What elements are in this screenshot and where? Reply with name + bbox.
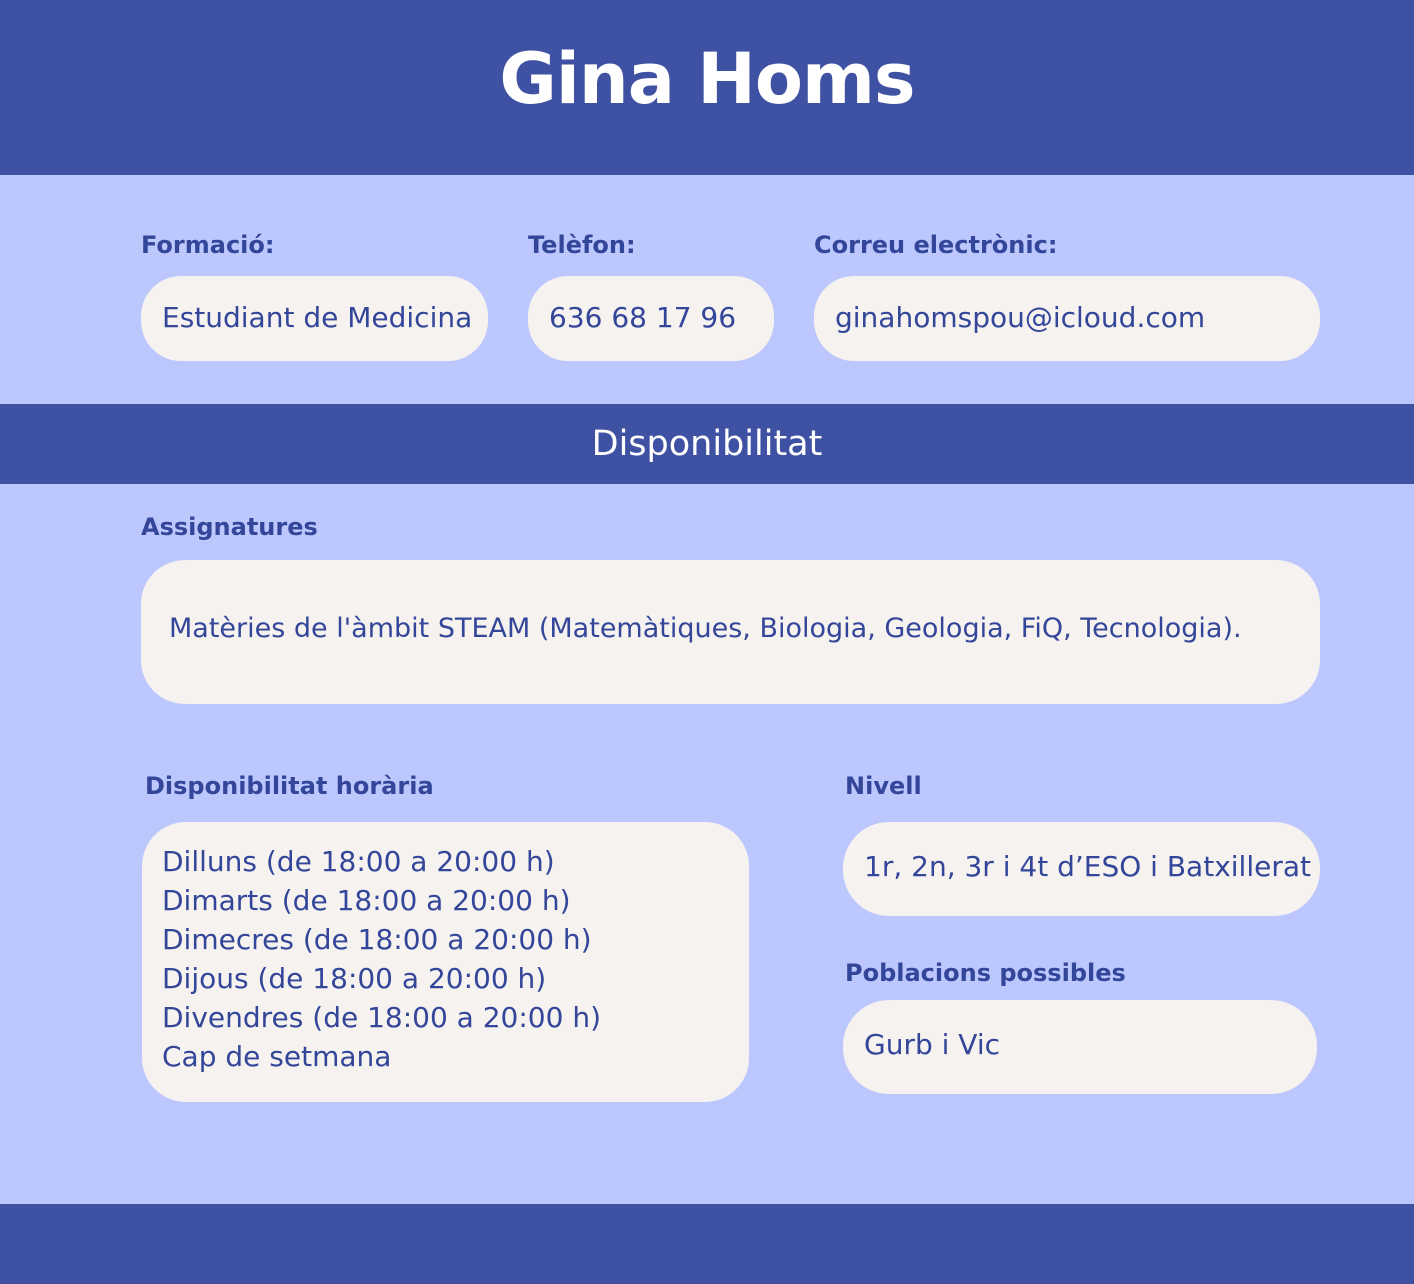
footer-band bbox=[0, 1204, 1414, 1284]
subjects-value: Matèries de l'àmbit STEAM (Matemàtiques, Biologia, Geologia, FiQ, Tecnologia). bbox=[169, 613, 1242, 644]
level-value: 1r, 2n, 3r i 4t d’ESO i Batxillerat bbox=[864, 850, 1311, 883]
email-value: ginahomspou@icloud.com bbox=[835, 301, 1206, 334]
education-field bbox=[141, 276, 488, 361]
schedule-label: Disponibilitat horària bbox=[145, 772, 434, 800]
schedule-line: Cap de setmana bbox=[162, 1040, 392, 1073]
email-field bbox=[814, 276, 1320, 361]
level-label: Nivell bbox=[845, 772, 922, 800]
schedule-line: Dimarts (de 18:00 a 20:00 h) bbox=[162, 884, 571, 917]
towns-label: Poblacions possibles bbox=[845, 959, 1126, 987]
subjects-label: Assignatures bbox=[141, 513, 318, 541]
education-value: Estudiant de Medicina bbox=[162, 301, 473, 334]
education-label: Formació: bbox=[141, 231, 275, 259]
email-label: Correu electrònic: bbox=[814, 231, 1058, 259]
schedule-lines bbox=[162, 842, 601, 1076]
schedule-line: Dilluns (de 18:00 a 20:00 h) bbox=[162, 845, 555, 878]
section-title: Disponibilitat bbox=[591, 424, 823, 464]
towns-value: Gurb i Vic bbox=[864, 1028, 1001, 1061]
schedule-field bbox=[142, 822, 749, 1102]
schedule-line: Dimecres (de 18:00 a 20:00 h) bbox=[162, 923, 592, 956]
phone-value: 636 68 17 96 bbox=[549, 301, 737, 334]
schedule-line: Dijous (de 18:00 a 20:00 h) bbox=[162, 962, 547, 995]
schedule-line: Divendres (de 18:00 a 20:00 h) bbox=[162, 1001, 602, 1034]
phone-field bbox=[528, 276, 774, 361]
phone-label: Telèfon: bbox=[528, 231, 636, 259]
subjects-field bbox=[141, 560, 1320, 704]
page-title: Gina Homs bbox=[499, 38, 915, 120]
level-field bbox=[843, 822, 1320, 916]
towns-field bbox=[843, 1000, 1317, 1094]
